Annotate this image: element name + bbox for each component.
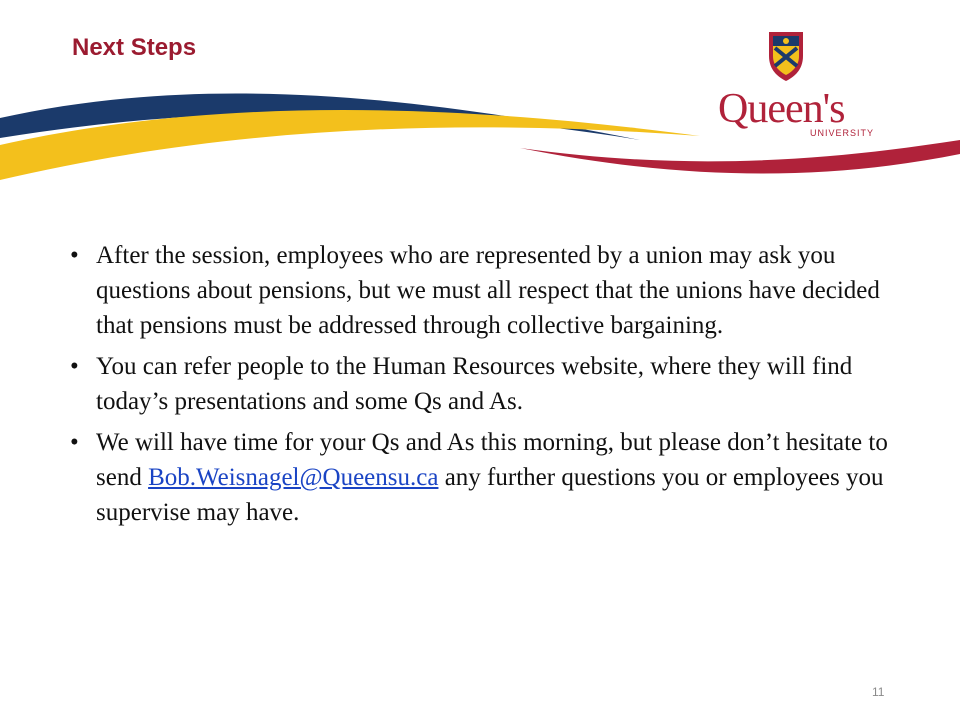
bullet-dot-icon: •	[70, 353, 79, 380]
bullet-text: After the session, employees who are represented by a union may ask you questions about pensions, but we must all respect that the unions have decided that pensions must be addressed through collective bargaining.	[96, 242, 880, 339]
bullet-item	[70, 349, 920, 419]
university-logo	[712, 30, 882, 150]
bullet-dot-icon: •	[70, 242, 79, 269]
bullet-text: You can refer people to the Human Resources website, where they will find today’s presentations and some Qs and As.	[96, 353, 853, 415]
bullet-list	[70, 238, 920, 536]
bullet-item	[70, 425, 920, 530]
page-number: 11	[872, 685, 885, 699]
bullet-item	[70, 238, 920, 343]
slide-title: Next Steps	[72, 34, 197, 61]
logo-subtitle: UNIVERSITY	[810, 128, 875, 138]
bullet-text-after-link: any further questions you or employees you supervise may have.	[96, 464, 884, 526]
email-link[interactable]: Bob.Weisnagel@Queensu.ca	[148, 464, 439, 491]
logo-wordmark: Queen's	[718, 86, 845, 132]
bullet-text-before-link: We will have time for your Qs and As this morning, but please don’t hesitate to send	[96, 429, 888, 491]
bullet-dot-icon: •	[70, 429, 79, 456]
university-crest-icon	[767, 30, 805, 82]
